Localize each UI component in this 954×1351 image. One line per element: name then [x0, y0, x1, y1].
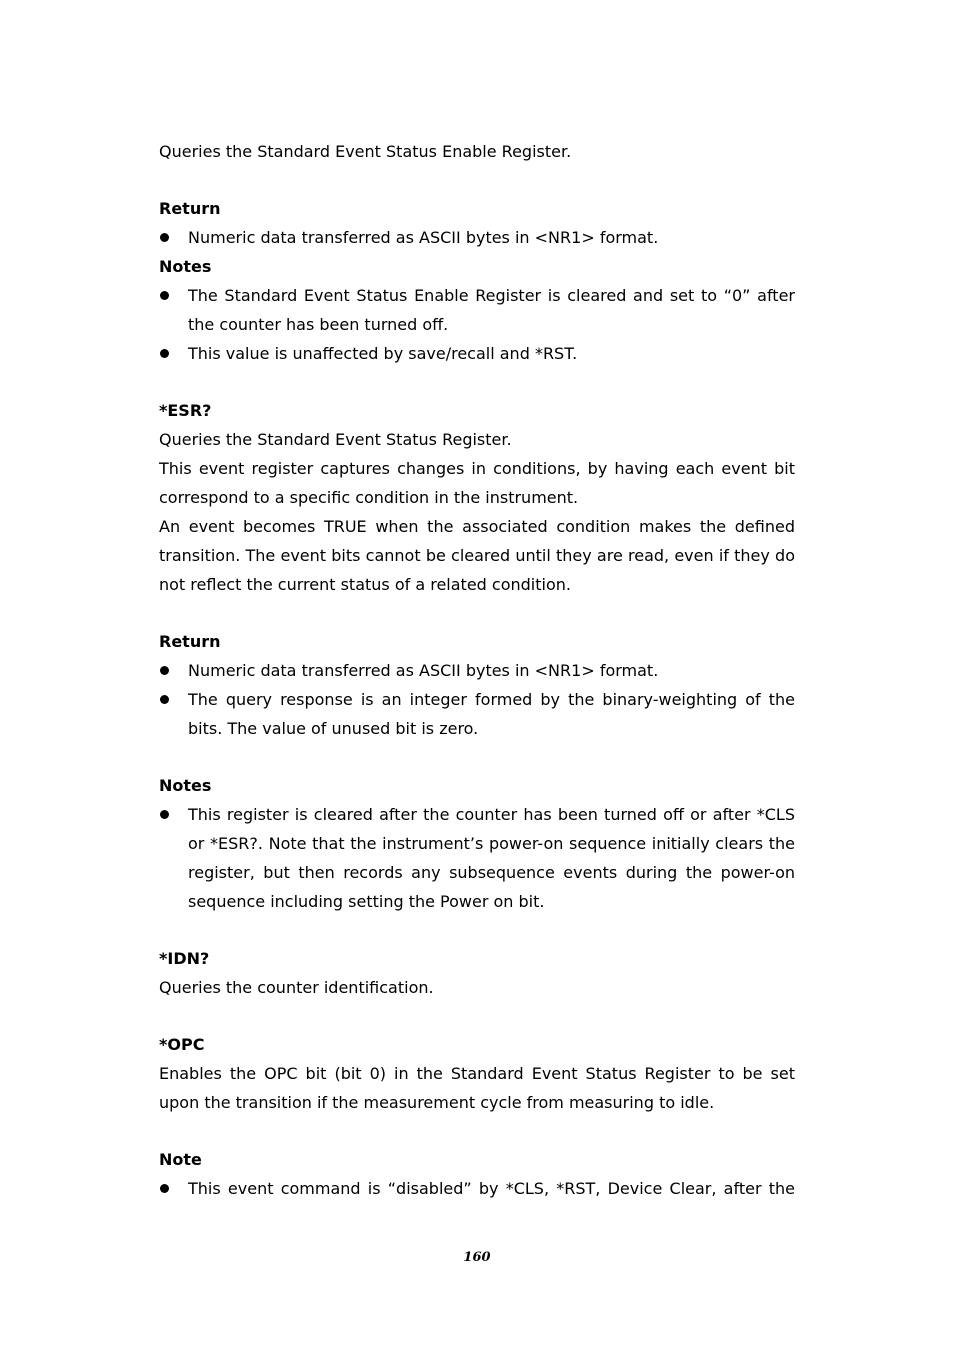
- esr-notes-heading: Notes: [159, 776, 212, 795]
- list-item: The Standard Event Status Enable Register is cleared and set to “0” after the counter has been turned off.: [159, 281, 795, 339]
- esr-return-list: [159, 656, 795, 743]
- esr-paragraph: An event becomes TRUE when the associated condition makes the defined transition. The event bits cannot be cleared until they are read, even if they do not reflect the current status of a related condition.: [159, 517, 795, 594]
- intro-text: Queries the Standard Event Status Enable Register.: [159, 142, 572, 161]
- idn-text: Queries the counter identification.: [159, 978, 434, 997]
- list-item: This register is cleared after the counter has been turned off or after *CLS or *ESR?. Note that the instrument’s power-on sequence initially clears the register, but then records any subsequence events during the power-on sequence including setting the Power on bit.: [159, 800, 795, 916]
- esr-heading: *ESR?: [159, 401, 212, 420]
- list-item: This value is unaffected by save/recall and *RST.: [159, 339, 795, 368]
- notes-heading: Notes: [159, 257, 212, 276]
- bullet-icon: [160, 291, 169, 300]
- bullet-icon: [160, 810, 169, 819]
- list-item: This event command is “disabled” by *CLS, *RST, Device Clear, after the: [159, 1174, 795, 1203]
- opc-note-heading: Note: [159, 1150, 202, 1169]
- bullet-icon: [160, 349, 169, 358]
- page-number: 160: [463, 1250, 491, 1265]
- notes-list: [159, 281, 795, 368]
- bullet-icon: [160, 1184, 169, 1193]
- esr-paragraph: Queries the Standard Event Status Register.: [159, 430, 512, 449]
- idn-heading: *IDN?: [159, 949, 210, 968]
- esr-return-heading: Return: [159, 632, 221, 651]
- document-page: [159, 137, 795, 1203]
- bullet-icon: [160, 666, 169, 675]
- return-list: [159, 223, 795, 252]
- bullet-icon: [160, 233, 169, 242]
- list-item: Numeric data transferred as ASCII bytes in <NR1> format.: [159, 223, 795, 252]
- bullet-icon: [160, 695, 169, 704]
- opc-text: Enables the OPC bit (bit 0) in the Standard Event Status Register to be set upon the transition if the measurement cycle from measuring to idle.: [159, 1064, 795, 1112]
- esr-paragraph: This event register captures changes in conditions, by having each event bit correspond to a specific condition in the instrument.: [159, 459, 795, 507]
- list-item: Numeric data transferred as ASCII bytes in <NR1> format.: [159, 656, 795, 685]
- list-item: The query response is an integer formed by the binary-weighting of the bits. The value of unused bit is zero.: [159, 685, 795, 743]
- opc-note-list: [159, 1174, 795, 1203]
- opc-heading: *OPC: [159, 1035, 205, 1054]
- return-heading: Return: [159, 199, 221, 218]
- esr-notes-list: [159, 800, 795, 916]
